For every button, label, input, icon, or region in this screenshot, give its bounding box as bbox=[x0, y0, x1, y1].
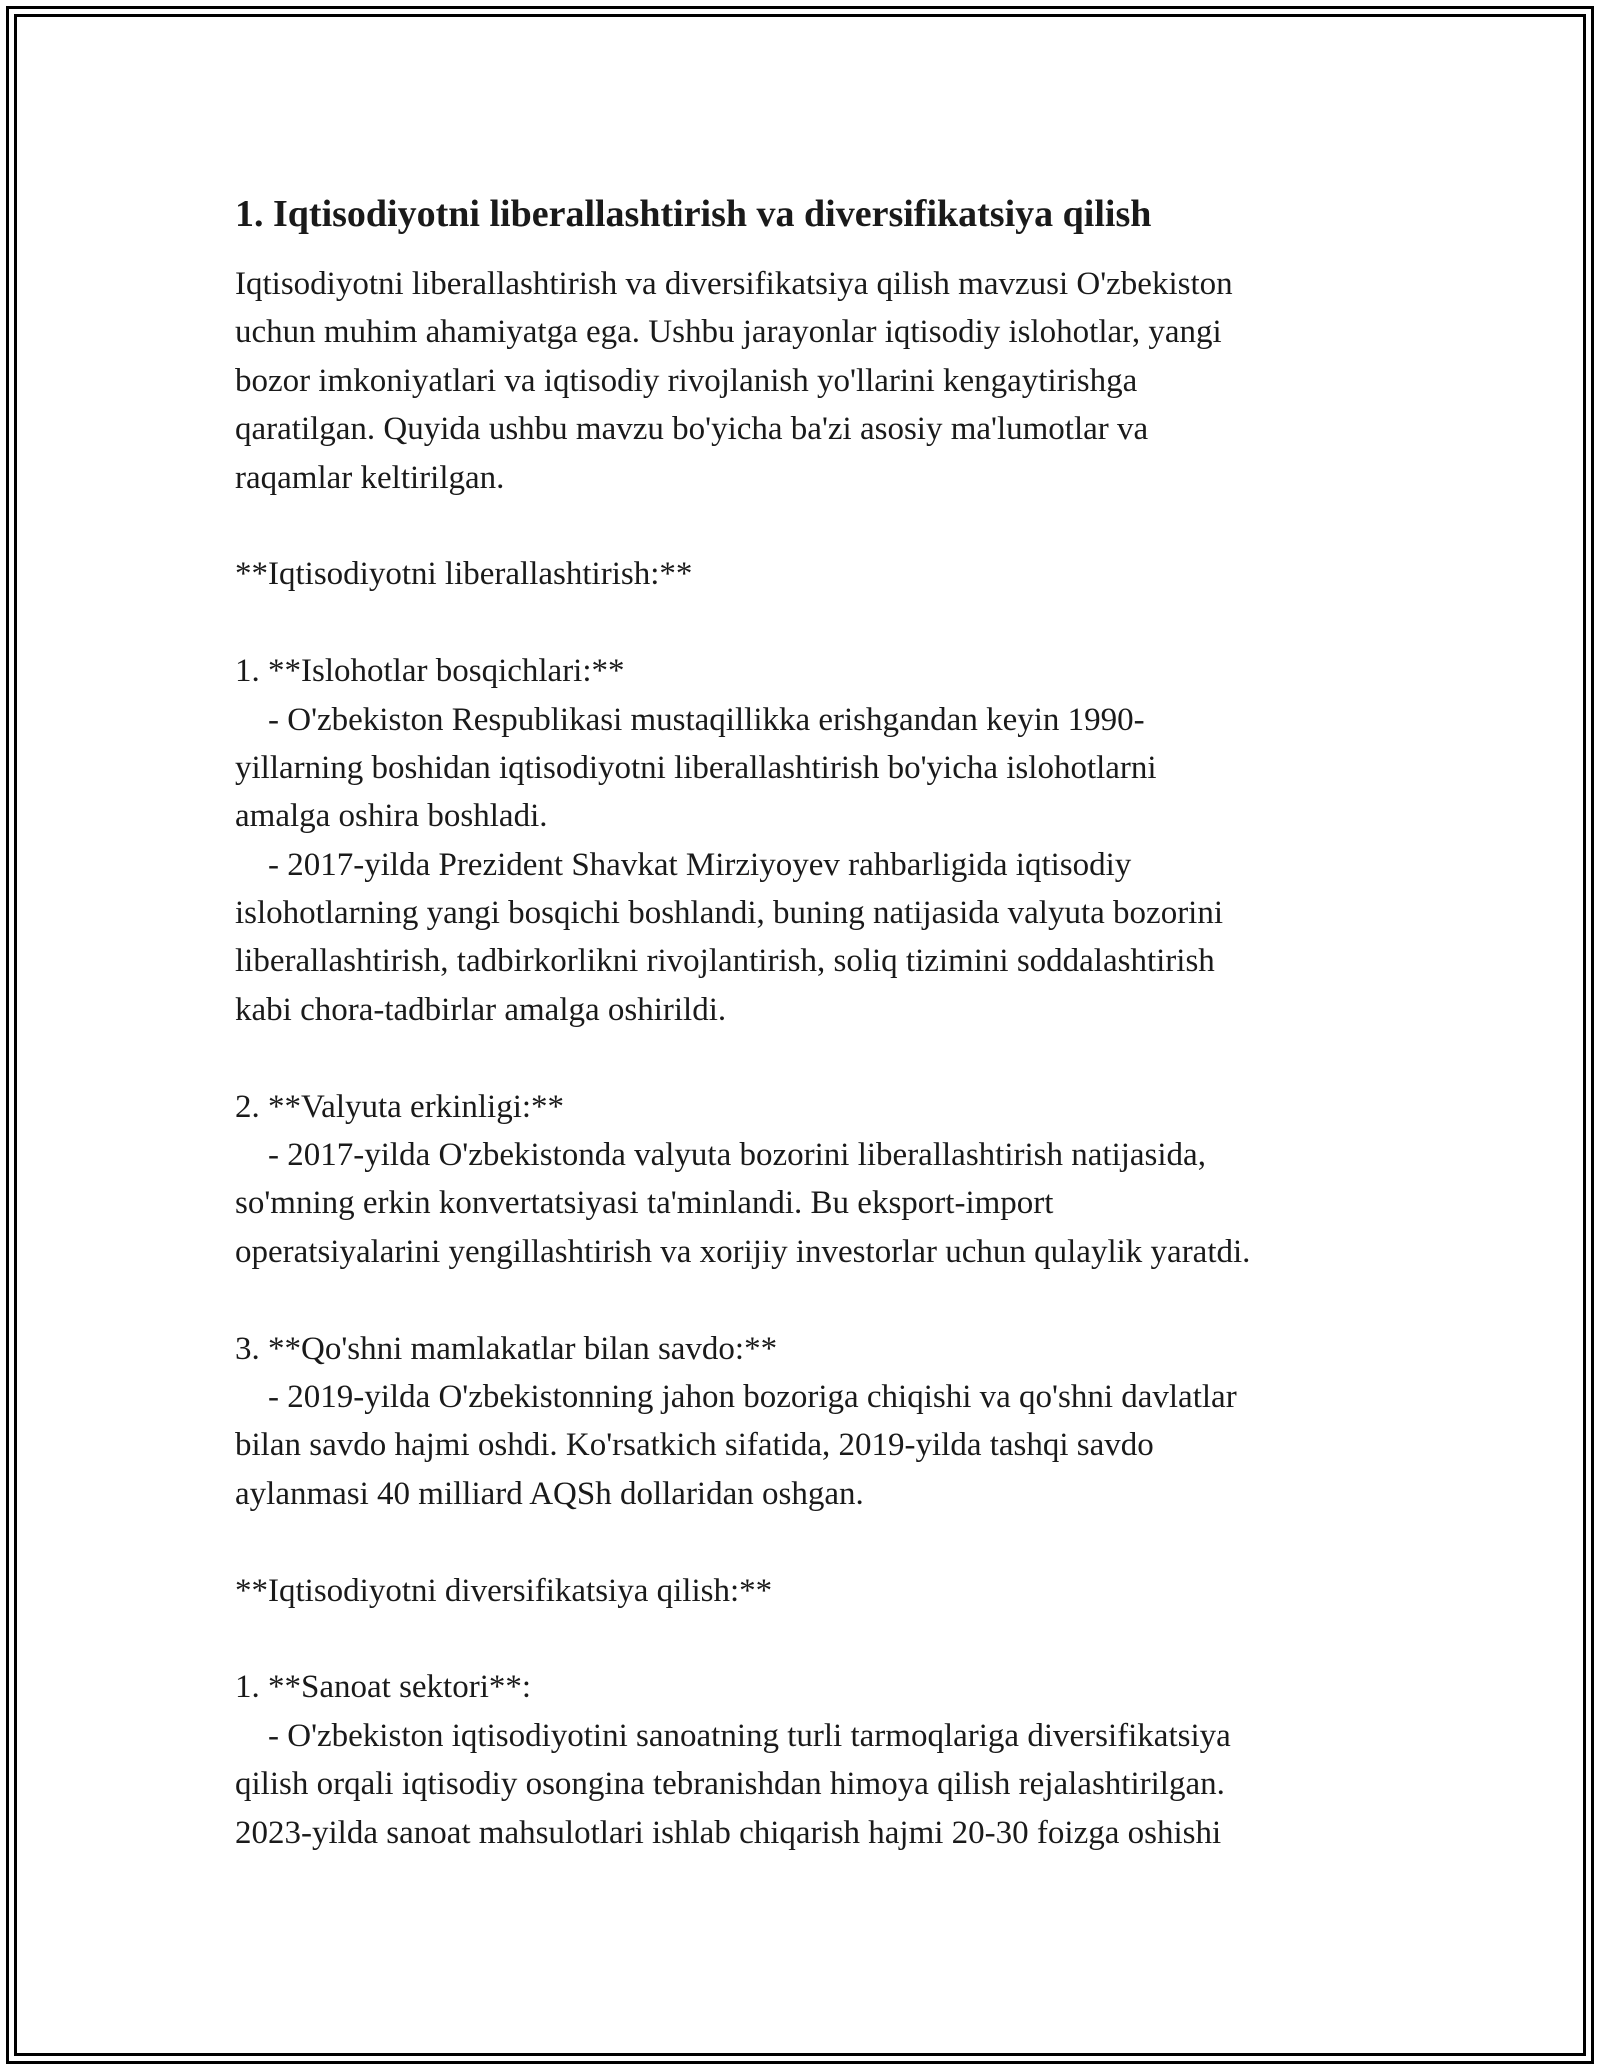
text-line: - O'zbekiston Respublikasi mustaqillikka erishgandan keyin 1990- bbox=[235, 701, 1145, 738]
text-line: bilan savdo hajmi oshdi. Ko'rsatkich sifatida, 2019-yilda tashqi savdo bbox=[235, 1427, 1154, 1464]
document-body bbox=[235, 188, 1395, 1857]
text-line: - O'zbekiston iqtisodiyotini sanoatning turli tarmoqlariga diversifikatsiya bbox=[235, 1717, 1231, 1754]
text-line: operatsiyalarini yengillashtirish va xorijiy investorlar uchun qulaylik yaratdi. bbox=[235, 1233, 1251, 1270]
text-line: so'mning erkin konvertatsiyasi ta'minlandi. Bu eksport-import bbox=[235, 1185, 1054, 1222]
text-line: liberallashtirish, tadbirkorlikni rivojlantirish, soliq tizimini soddalashtirish bbox=[235, 943, 1215, 980]
text-line: **Iqtisodiyotni liberallashtirish:** bbox=[235, 556, 693, 593]
text-line: aylanmasi 40 milliard AQSh dollaridan oshgan. bbox=[235, 1475, 864, 1512]
text-line bbox=[235, 1615, 1395, 1663]
text-line: yillarning boshidan iqtisodiyotni liberallashtirish bo'yicha islohotlarni bbox=[235, 749, 1157, 786]
document-title: 1. Iqtisodiyotni liberallashtirish va diversifikatsiya qilish bbox=[235, 193, 1152, 235]
document-text bbox=[235, 260, 1395, 1857]
text-line: 1. **Sanoat sektori**: bbox=[235, 1669, 532, 1706]
text-line: - 2019-yilda O'zbekistonning jahon bozoriga chiqishi va qo'shni davlatlar bbox=[235, 1378, 1237, 1415]
text-line: raqamlar keltirilgan. bbox=[235, 459, 505, 496]
text-line: uchun muhim ahamiyatga ega. Ushbu jarayonlar iqtisodiy islohotlar, yangi bbox=[235, 314, 1222, 351]
text-line bbox=[235, 1518, 1395, 1566]
text-line: islohotlarning yangi bosqichi boshlandi, buning natijasida valyuta bozorini bbox=[235, 895, 1224, 932]
text-line: - 2017-yilda Prezident Shavkat Mirziyoyev rahbarligida iqtisodiy bbox=[235, 846, 1132, 883]
text-line: - 2017-yilda O'zbekistonda valyuta bozorini liberallashtirish natijasida, bbox=[235, 1137, 1206, 1174]
text-line: 2023-yilda sanoat mahsulotlari ishlab chiqarish hajmi 20-30 foizga oshishi bbox=[235, 1814, 1222, 1851]
text-line: qaratilgan. Quyida ushbu mavzu bo'yicha ba'zi asosiy ma'lumotlar va bbox=[235, 411, 1149, 448]
text-line: bozor imkoniyatlari va iqtisodiy rivojlanish yo'llarini kengaytirishga bbox=[235, 362, 1138, 399]
text-line: 2. **Valyuta erkinligi:** bbox=[235, 1088, 565, 1125]
text-line: Iqtisodiyotni liberallashtirish va diversifikatsiya qilish mavzusi O'zbekiston bbox=[235, 266, 1233, 302]
text-line: qilish orqali iqtisodiy osongina tebranishdan himoya qilish rejalashtirilgan. bbox=[235, 1766, 1225, 1803]
text-line: 3. **Qo'shni mamlakatlar bilan savdo:** bbox=[235, 1330, 778, 1367]
text-line: amalga oshira boshladi. bbox=[235, 798, 548, 835]
text-line: 1. **Islohotlar bosqichlari:** bbox=[235, 653, 625, 690]
text-line bbox=[235, 599, 1395, 647]
text-line bbox=[235, 1034, 1395, 1082]
text-line: **Iqtisodiyotni diversifikatsiya qilish:** bbox=[235, 1572, 773, 1609]
text-line bbox=[235, 502, 1395, 550]
text-line: kabi chora-tadbirlar amalga oshirildi. bbox=[235, 991, 727, 1028]
text-line bbox=[235, 1276, 1395, 1324]
